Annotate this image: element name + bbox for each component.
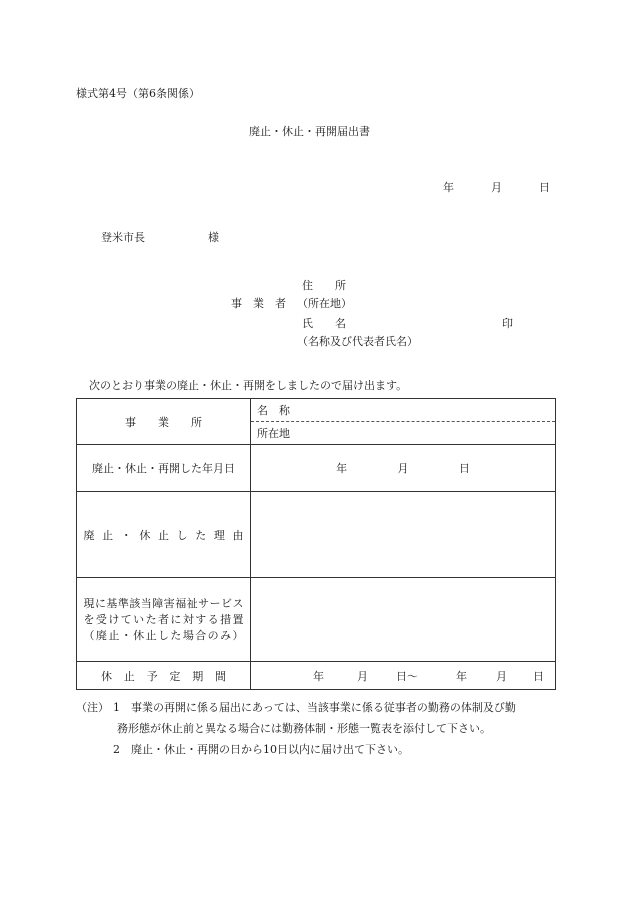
document-title: 廃止・休止・再開届出書: [249, 125, 370, 138]
note-1-line2: 務形態が休止前と異なる場合には勤務体制・形態一覧表を添付して下さい。: [117, 722, 491, 735]
date-month-label: 月: [491, 181, 502, 194]
measures-label-line3: （廃止・休止した場合のみ）: [83, 628, 244, 642]
office-location-field[interactable]: [251, 422, 555, 444]
office-location-label: 所在地: [257, 427, 290, 440]
seal-mark: 印: [502, 317, 513, 330]
note-2-number: 2: [113, 743, 120, 756]
date-label: 廃止・休止・再開した年月日: [92, 462, 235, 475]
addressee-mayor: 登米市長: [101, 231, 145, 244]
name-label: 氏 名: [302, 317, 346, 330]
period-label-cell: [77, 662, 251, 690]
business-office-label-cell: [77, 399, 251, 445]
location-label: （所在地）: [297, 297, 352, 310]
period-end-month: 月: [496, 670, 507, 683]
business-office-label: 事 業 所: [125, 415, 202, 429]
period-field[interactable]: [251, 662, 556, 690]
reason-field[interactable]: [251, 492, 556, 578]
note-2-text: 廃止・休止・再開の日から10日以内に届け出て下さい。: [131, 743, 409, 756]
business-office-fields: [251, 399, 556, 445]
period-end-day: 日: [533, 670, 544, 683]
date-label-cell: [77, 445, 251, 492]
note-1-number: 1: [113, 701, 120, 714]
note-1-line1: 事業の再開に係る届出にあっては、当該事業に係る従事者の勤務の体制及び勤: [131, 701, 516, 714]
date-month: 月: [397, 462, 409, 475]
period-start-day: 日～: [396, 670, 418, 683]
date-year-label: 年: [443, 181, 454, 194]
notification-table: [76, 398, 556, 690]
business-operator-label: 事 業 者: [231, 297, 286, 310]
office-name-label: 名 称: [257, 404, 290, 417]
intro-sentence: 次のとおり事業の廃止・休止・再開をしましたので届け出ます。: [89, 379, 408, 392]
date-day: 日: [458, 462, 470, 475]
period-end-year: 年: [456, 670, 467, 683]
measures-field[interactable]: [251, 578, 556, 662]
measures-label-line2: を受けていた者に対する措置: [83, 612, 244, 626]
representative-label: （名称及び代表者氏名）: [297, 335, 418, 348]
date-year: 年: [336, 462, 348, 475]
date-field[interactable]: [251, 445, 556, 492]
addressee-honorific: 様: [208, 231, 219, 244]
reason-label-cell: [77, 492, 251, 578]
measures-label-cell: [77, 578, 251, 662]
measures-label-line1: 現に基準該当障害福祉サービス: [83, 596, 244, 610]
date-day-label: 日: [539, 181, 550, 194]
address-label: 住 所: [302, 279, 346, 292]
period-start-month: 月: [357, 670, 368, 683]
reason-label: 廃止・休止した理由: [83, 528, 244, 542]
form-number: 様式第4号（第6条関係）: [76, 87, 200, 100]
period-start-year: 年: [313, 670, 324, 683]
period-label: 休止予定期間: [101, 669, 226, 683]
office-name-field[interactable]: [251, 399, 555, 422]
notes-prefix: （注）: [76, 701, 109, 714]
